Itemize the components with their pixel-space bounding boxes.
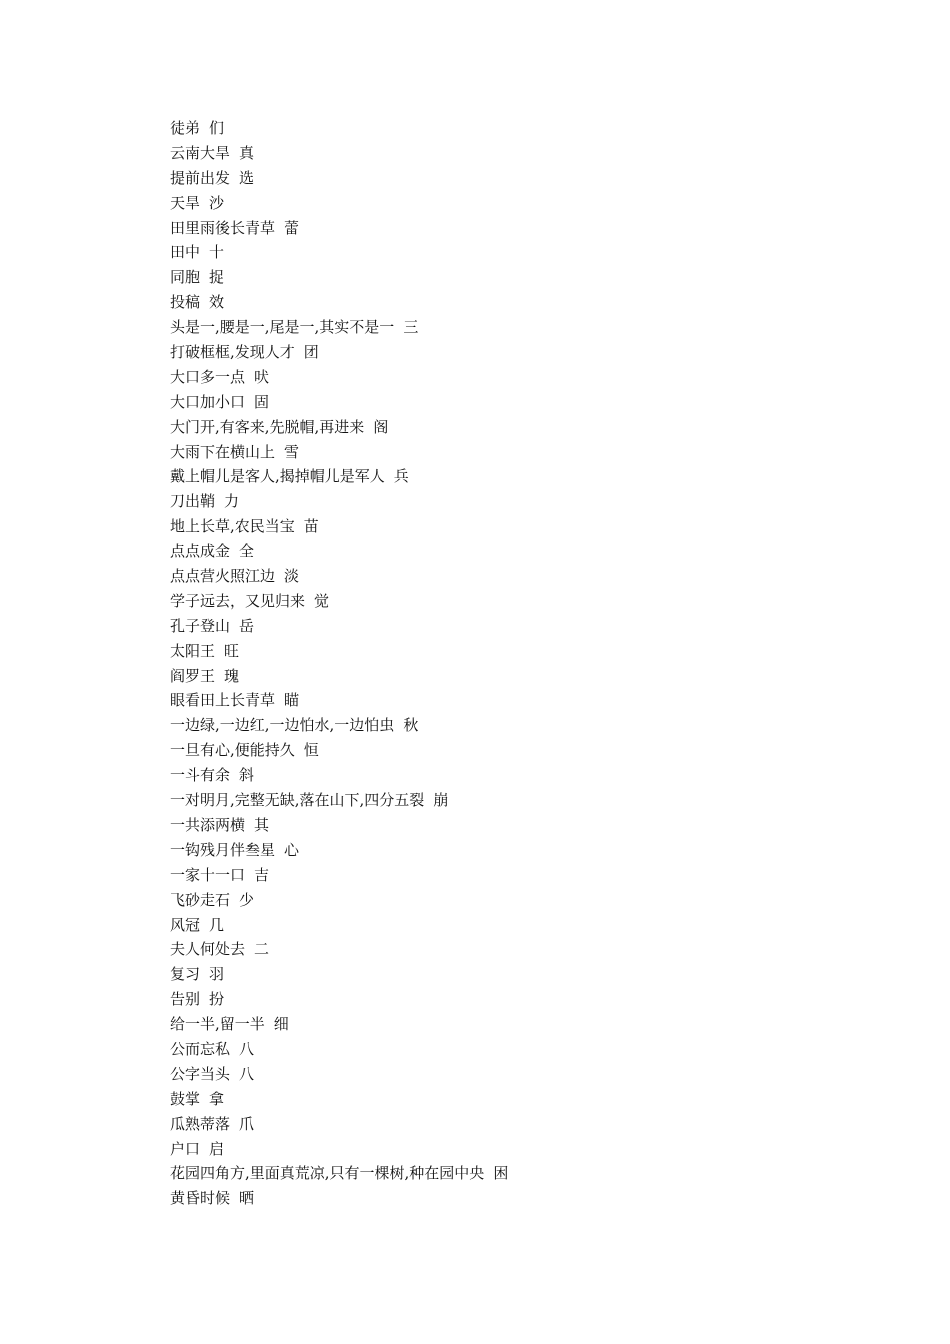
riddle-question: 眼看田上长青草: [170, 691, 276, 710]
riddle-question: 瓜熟蒂落: [170, 1114, 231, 1133]
riddle-line: [170, 340, 508, 365]
riddle-question: 大口多一点: [170, 367, 246, 386]
riddle-question: 同胞: [170, 268, 201, 287]
riddle-line: [170, 265, 508, 290]
riddle-question: 一共添两横: [170, 815, 246, 834]
riddle-question: 黄昏时候: [170, 1189, 231, 1208]
riddle-line: [170, 315, 508, 340]
riddle-answer: 瑰: [224, 666, 240, 685]
riddle-question: 风冠: [170, 915, 201, 934]
riddle-answer: 觉: [314, 591, 330, 610]
riddle-line: [170, 415, 508, 440]
riddle-question: 提前出发: [170, 168, 231, 187]
riddle-answer: 雪: [284, 442, 300, 461]
riddle-question: 飞砂走石: [170, 890, 231, 909]
riddle-answer: 秋: [403, 716, 419, 735]
riddle-question: 一斗有余: [170, 766, 231, 785]
riddle-answer: 斜: [239, 766, 255, 785]
riddle-answer: 拿: [209, 1089, 225, 1108]
riddle-question: 一边绿,一边红,一边怕水,一边怕虫: [170, 716, 395, 735]
riddle-answer: 固: [254, 392, 270, 411]
riddle-question: 打破框框,发现人才: [170, 343, 295, 362]
riddle-line: [170, 614, 508, 639]
riddle-question: 告别: [170, 990, 201, 1009]
riddle-answer: 其: [254, 815, 270, 834]
riddle-answer: 真: [239, 143, 255, 162]
riddle-answer: 细: [273, 1015, 289, 1034]
riddle-question: 云南大旱: [170, 143, 231, 162]
riddle-question: 戴上帽儿是客人,揭掉帽儿是军人: [170, 467, 385, 486]
riddle-line: [170, 589, 508, 614]
riddle-answer: 十: [209, 243, 225, 262]
riddle-question: 公字当头: [170, 1064, 231, 1083]
riddle-answer: 力: [224, 492, 240, 511]
riddle-question: 鼓掌: [170, 1089, 201, 1108]
riddle-question: 一对明月,完整无缺,落在山下,四分五裂: [170, 791, 425, 810]
riddle-line: [170, 365, 508, 390]
riddle-line: [170, 1012, 508, 1037]
riddle-answer: 崩: [433, 791, 449, 810]
riddle-answer: 全: [239, 542, 255, 561]
riddle-line: [170, 464, 508, 489]
riddle-line: [170, 863, 508, 888]
riddle-line: [170, 1062, 508, 1087]
riddle-line: [170, 390, 508, 415]
riddle-question: 田里雨後长青草: [170, 218, 276, 237]
riddle-line: [170, 1161, 508, 1186]
riddle-line: [170, 1186, 508, 1211]
riddle-list: [170, 116, 508, 1211]
riddle-line: [170, 738, 508, 763]
riddle-line: [170, 240, 508, 265]
riddle-answer: 二: [254, 940, 270, 959]
riddle-question: 给一半,留一半: [170, 1015, 265, 1034]
riddle-line: [170, 1112, 508, 1137]
riddle-question: 点点成金: [170, 542, 231, 561]
riddle-question: 大口加小口: [170, 392, 246, 411]
riddle-answer: 少: [239, 890, 255, 909]
riddle-answer: 岳: [239, 616, 255, 635]
riddle-question: 学子远去，又见归来: [170, 591, 306, 610]
riddle-line: [170, 987, 508, 1012]
riddle-question: 点点营火照江边: [170, 567, 276, 586]
riddle-line: [170, 888, 508, 913]
riddle-question: 夫人何处去: [170, 940, 246, 959]
riddle-answer: 羽: [209, 965, 225, 984]
riddle-answer: 选: [239, 168, 255, 187]
riddle-answer: 困: [493, 1164, 509, 1183]
riddle-question: 一旦有心,便能持久: [170, 741, 295, 760]
riddle-question: 阎罗王: [170, 666, 216, 685]
riddle-question: 天旱: [170, 193, 201, 212]
riddle-question: 一钩残月伴叁星: [170, 840, 276, 859]
riddle-line: [170, 191, 508, 216]
riddle-answer: 启: [209, 1139, 225, 1158]
riddle-line: [170, 763, 508, 788]
riddle-line: [170, 1037, 508, 1062]
riddle-line: [170, 564, 508, 589]
riddle-question: 田中: [170, 243, 201, 262]
riddle-answer: 阁: [373, 417, 389, 436]
riddle-answer: 捉: [209, 268, 225, 287]
riddle-question: 大门开,有客来,先脱帽,再进来: [170, 417, 365, 436]
riddle-answer: 沙: [209, 193, 225, 212]
riddle-question: 复习: [170, 965, 201, 984]
riddle-answer: 团: [303, 343, 319, 362]
riddle-question: 投稿: [170, 293, 201, 312]
riddle-question: 户口: [170, 1139, 201, 1158]
riddle-answer: 吉: [254, 865, 270, 884]
riddle-line: [170, 166, 508, 191]
riddle-answer: 八: [239, 1064, 255, 1083]
riddle-answer: 兵: [393, 467, 409, 486]
riddle-line: [170, 440, 508, 465]
riddle-line: [170, 788, 508, 813]
riddle-question: 刀出鞘: [170, 492, 216, 511]
riddle-line: [170, 539, 508, 564]
riddle-line: [170, 937, 508, 962]
riddle-answer: 扮: [209, 990, 225, 1009]
riddle-answer: 恒: [303, 741, 319, 760]
riddle-line: [170, 664, 508, 689]
riddle-answer: 苗: [303, 517, 319, 536]
riddle-answer: 吠: [254, 367, 270, 386]
riddle-answer: 三: [403, 318, 419, 337]
riddle-answer: 八: [239, 1039, 255, 1058]
riddle-answer: 心: [284, 840, 300, 859]
riddle-line: [170, 688, 508, 713]
riddle-answer: 旺: [224, 641, 240, 660]
riddle-question: 一家十一口: [170, 865, 246, 884]
riddle-line: [170, 141, 508, 166]
riddle-line: [170, 290, 508, 315]
riddle-line: [170, 1137, 508, 1162]
riddle-line: [170, 838, 508, 863]
riddle-line: [170, 713, 508, 738]
riddle-question: 孔子登山: [170, 616, 231, 635]
riddle-answer: 晒: [239, 1189, 255, 1208]
riddle-question: 徒弟: [170, 119, 201, 137]
riddle-line: [170, 116, 508, 141]
riddle-line: [170, 514, 508, 539]
riddle-answer: 淡: [284, 567, 300, 586]
riddle-answer: 几: [209, 915, 225, 934]
riddle-question: 大雨下在横山上: [170, 442, 276, 461]
riddle-answer: 们: [209, 119, 225, 137]
riddle-line: [170, 1087, 508, 1112]
riddle-question: 公而忘私: [170, 1039, 231, 1058]
riddle-line: [170, 813, 508, 838]
riddle-question: 太阳王: [170, 641, 216, 660]
riddle-question: 地上长草,农民当宝: [170, 517, 295, 536]
riddle-line: [170, 962, 508, 987]
riddle-answer: 瞄: [284, 691, 300, 710]
riddle-answer: 效: [209, 293, 225, 312]
riddle-line: [170, 639, 508, 664]
riddle-answer: 爪: [239, 1114, 255, 1133]
riddle-question: 头是一,腰是一,尾是一,其实不是一: [170, 318, 395, 337]
riddle-question: 花园四角方,里面真荒凉,只有一棵树,种在园中央: [170, 1164, 485, 1183]
riddle-line: [170, 489, 508, 514]
riddle-answer: 蕾: [284, 218, 300, 237]
riddle-line: [170, 913, 508, 938]
riddle-line: [170, 216, 508, 241]
